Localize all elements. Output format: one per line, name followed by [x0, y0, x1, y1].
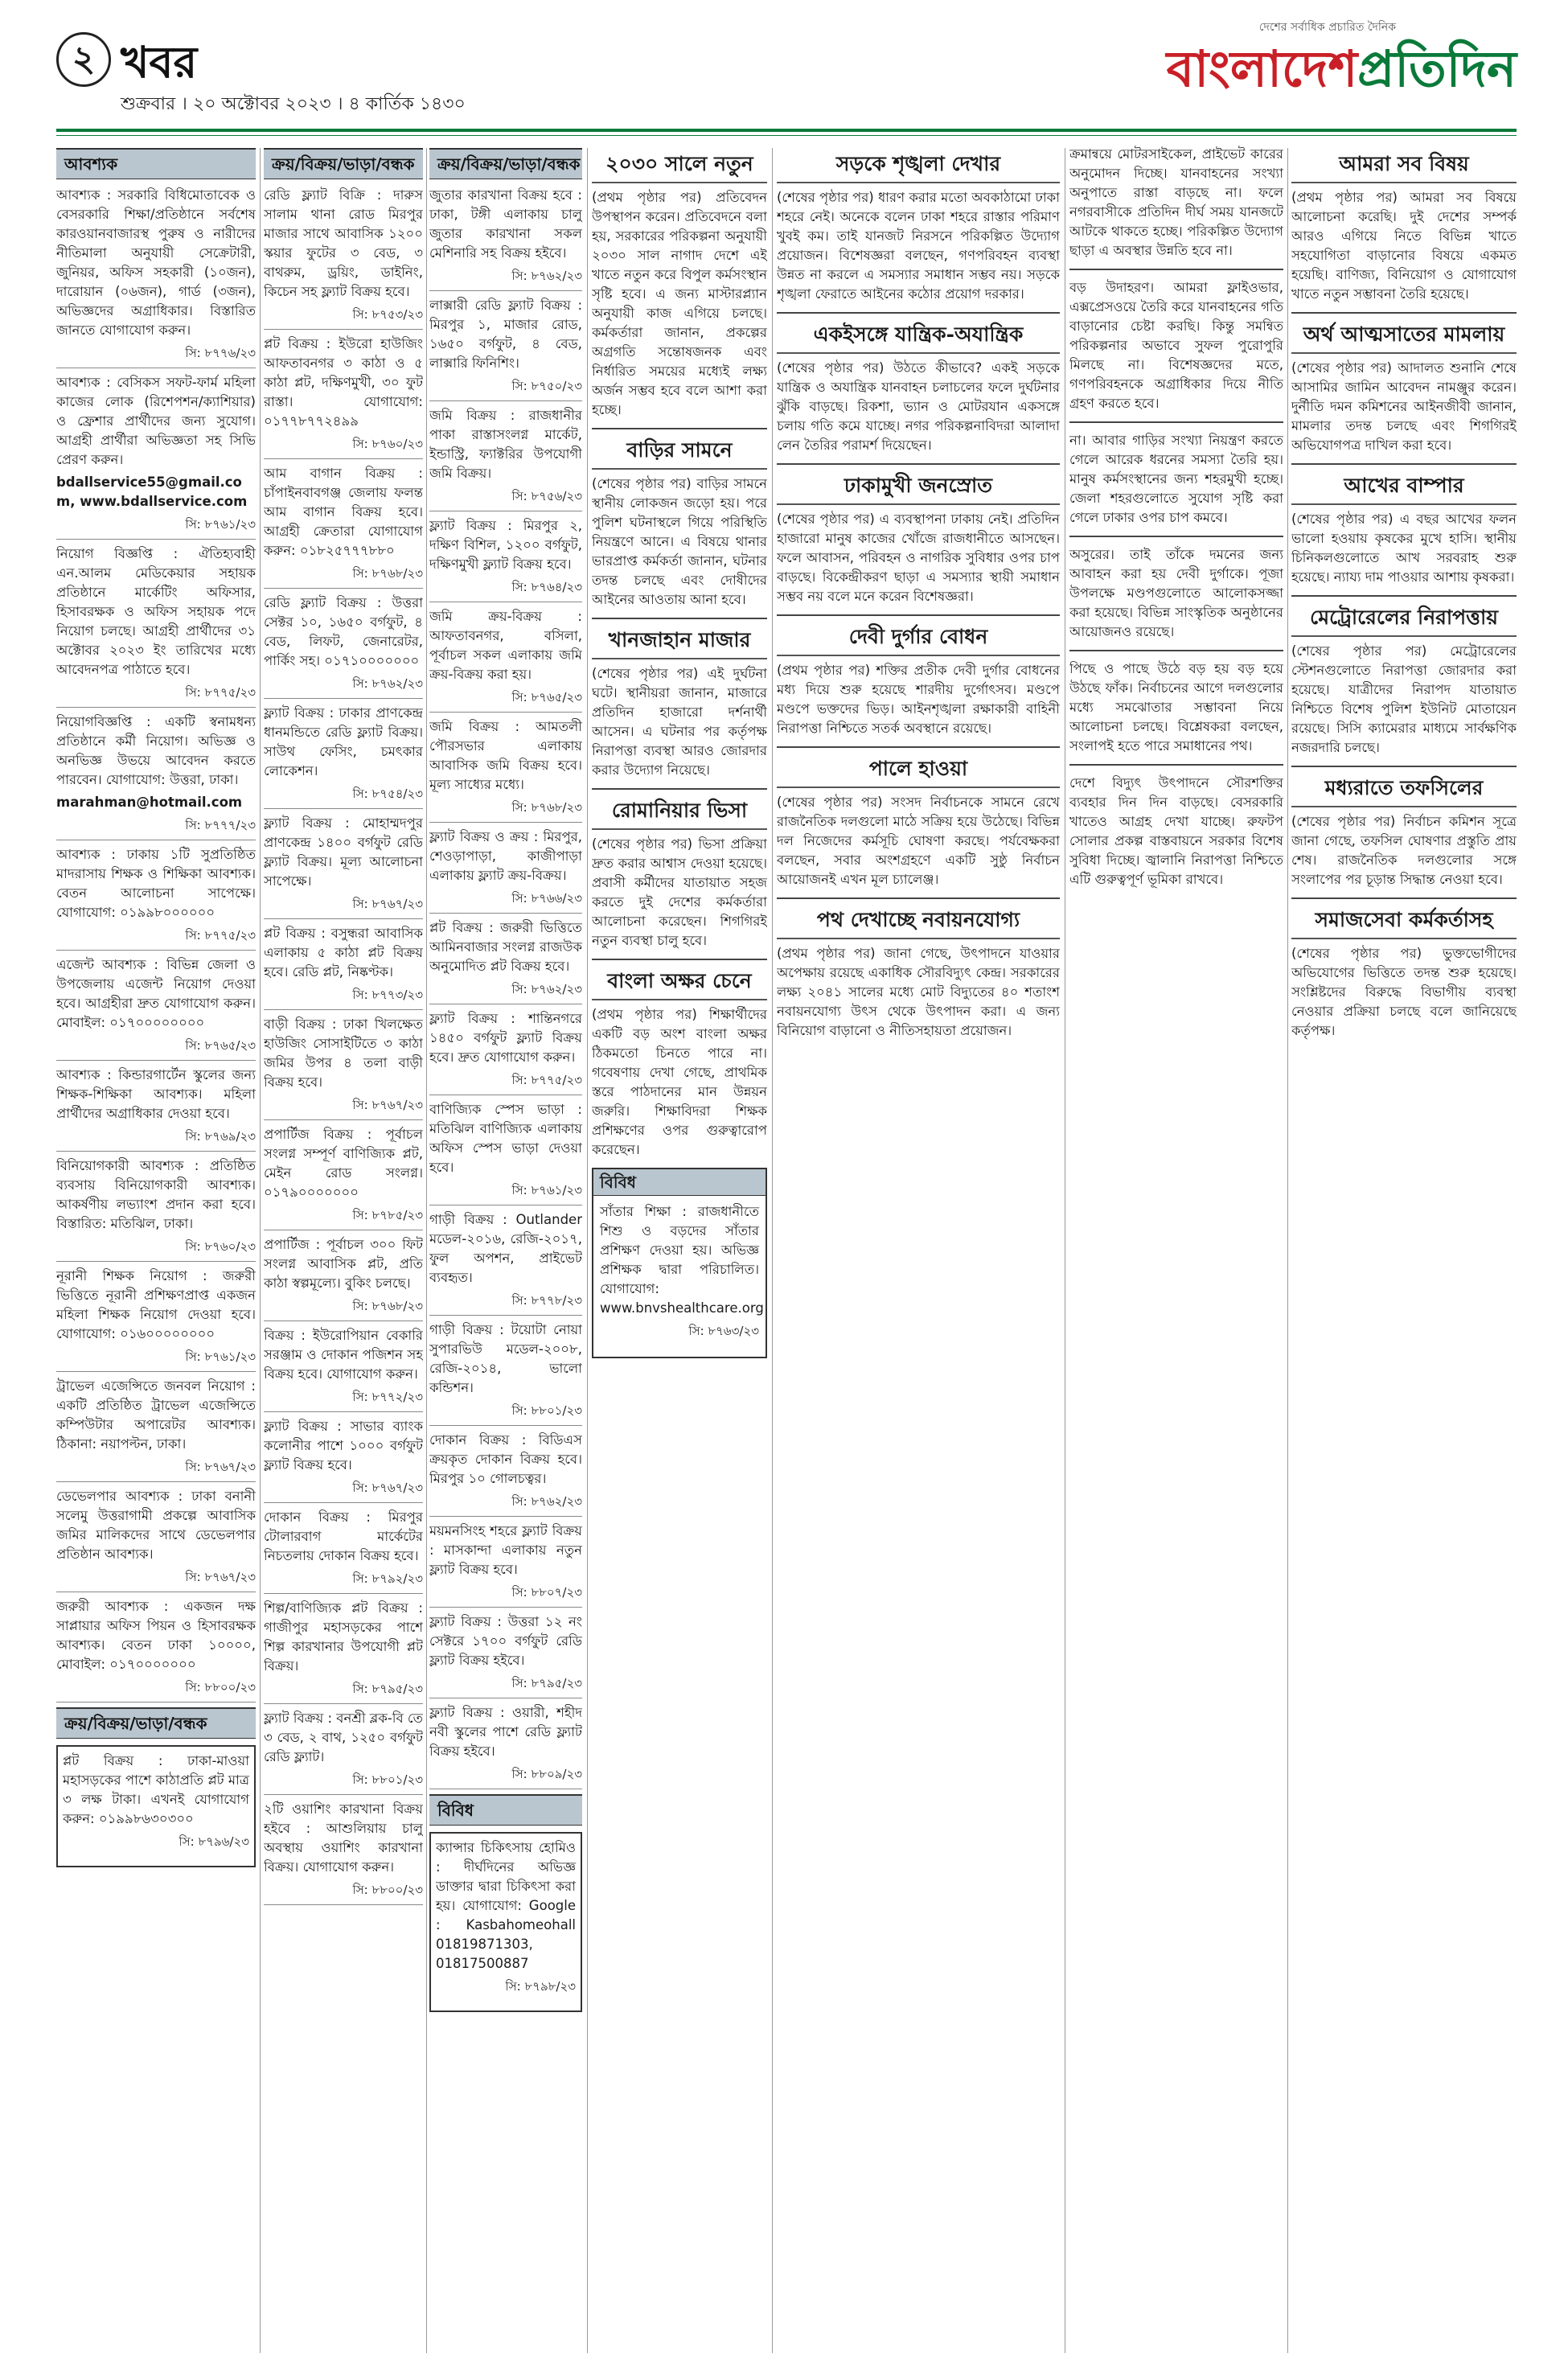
classified-ad-code: সি: ৮৭৬২/২৩ [429, 266, 582, 291]
story-body: (প্রথম পৃষ্ঠার পর) আমরা সব বিষয়ে আলোচনা করেছি। দুই দেশের সম্পর্ক আরও এগিয়ে নিতে বিভিন্ন খাতে সহযোগিতা বাড়ানোর বিষয়ে একমত হয়েছি। বাণিজ্য, বিনিয়োগ ও যোগাযোগ খাতে নতুন সম্ভাবনা তৈরি হয়েছে। [1291, 190, 1517, 302]
classified-ad-text: নিয়োগবিজ্ঞপ্তি : একটি স্বনামধন্য প্রতিষ্ঠানে কর্মী নিয়োগ। অভিজ্ঞ ও অনভিজ্ঞ উভয়ে আবেদন করতে পারবেন। যোগাযোগ: উত্তরা, ঢাকা। [56, 714, 256, 787]
story-divider [592, 788, 767, 790]
news-stories [1069, 145, 1283, 889]
classified-ad-text: প্রপার্টিজ বিক্রয় : পূর্বাচল সংলগ্ন সম্পূর্ণ বাণিজ্যিক প্লট, মেইন রোড সংলগ্ন। ০১৭৯০০০০০০০ [264, 1127, 423, 1200]
news-story [1291, 605, 1517, 767]
classified-ad-code: সি: ৮৭৬৯/২৩ [56, 1127, 256, 1152]
classified-ad [56, 1066, 256, 1152]
story-divider [1291, 766, 1517, 767]
classified-ad-text: ফ্ল্যাট বিক্রয় : উত্তরা ১২ নং সেক্টরে ১৭০০ বর্গফুট রেডি ফ্ল্যাট বিক্রয় হইবে। [429, 1614, 582, 1668]
story-body: (শেষের পৃষ্ঠার পর) এ ব্যবস্থাপনা ঢাকায় নেই। প্রতিদিন হাজারো মানুষ কাজের খোঁজে রাজধানীতে আসছেন। ফলে আবাসন, পরিবহন ও নাগরিক সুবিধার ওপর চাপ বাড়ছে। বিকেন্দ্রীকরণ ছাড়া এ সমস্যার স্থায়ী সমাধান সম্ভব নয় বলে মনে করেন বিশেষজ্ঞরা। [777, 511, 1060, 604]
classified-ad-text: ২টি ওয়াশিং কারখানা বিক্রয় হইবে : আশুলিয়ায় চালু অবস্থায় ওয়াশিং কারখানা বিক্রয়। যোগাযোগ করুন। [264, 1801, 423, 1875]
story-divider [592, 428, 767, 429]
classified-ad-text: প্রপার্টিজ : পূর্বাচল ৩০০ ফিট সংলগ্ন আবাসিক প্লট, প্রতি কাঠা স্বল্পমূল্যে। বুকিং চলছে। [264, 1237, 423, 1291]
classified-ad [429, 828, 582, 914]
classified-ad [429, 1320, 582, 1426]
classified-ad [429, 186, 582, 291]
column-divider [260, 148, 261, 2353]
story-divider [1291, 463, 1517, 465]
classified-ad-text: জমি বিক্রয় : রাজধানীর পাকা রাস্তাসংলগ্ন মার্কেট, ইন্ডাস্ট্রি, ফ্যাক্টরির উপযোগী জমি বিক্রয়। [429, 408, 582, 481]
story-divider [777, 463, 1060, 465]
classified-ad-code: সি: ৮৭৬৭/২৩ [264, 1095, 423, 1120]
classified-ad-text: বিক্রয় : ইউরোপিয়ান বেকারি সরঞ্জাম ও দোকান পজিশন সহ বিক্রয় হবে। যোগাযোগ করুন। [264, 1328, 423, 1382]
classified-ad-text: জমি ক্রয়-বিক্রয় : আফতাবনগর, বসিলা, পূর্বাচল সকল এলাকায় জমি ক্রয়-বিক্রয় করা হয়। [429, 609, 582, 682]
classified-ad-text: দোকান বিক্রয় : বিডিএস ক্রয়কৃত দোকান বিক্রয় হবে। মিরপুর ১০ গোলচত্বর। [429, 1432, 582, 1486]
classified-ad-text: লাক্সারী রেডি ফ্ল্যাট বিক্রয় : মিরপুর ১, মাজার রোড, ১৬৫০ বর্গফুট, ৪ বেড, লাক্সারি ফিনিশিং। [429, 298, 582, 371]
classified-ad-text: ফ্ল্যাট বিক্রয় : মিরপুর ২, দক্ষিণ বিশিল, ১২০০ বর্গফুট, দক্ষিণমুখী ফ্ল্যাট বিক্রয় হবে। [429, 518, 582, 572]
story-divider [777, 312, 1060, 314]
story-headline: দেবী দুর্গার বোধন [777, 624, 1060, 656]
classified-ad [264, 814, 423, 919]
story-divider [1069, 650, 1283, 651]
news-story [592, 151, 767, 429]
story-body: (শেষের পৃষ্ঠার পর) ধারণ করার মতো অবকাঠামো ঢাকা শহরে নেই। অনেকে বলেন ঢাকা শহরে রাস্তার পরিমাণ খুবই কম। তাই যানজট নিরসনে পরিকল্পিত উদ্যোগ প্রয়োজন। বিশেষজ্ঞরা বলছেন, গণপরিবহন ব্যবস্থা উন্নত না করলে এ সমস্যার সমাধান সম্ভব নয়। সড়কে শৃঙ্খলা ফেরাতে আইনের কঠোর প্রয়োগ দরকার। [777, 190, 1060, 302]
classified-ad-code: সি: ৮৭৬৭/২৩ [264, 1478, 423, 1503]
news-stories [1291, 151, 1517, 1041]
story-headline: মেট্রোরেলের নিরাপত্তায় [1291, 605, 1517, 637]
classified-ad [429, 1431, 582, 1517]
classified-ad-code: সি: ৮৭৬৭/২৩ [56, 1567, 256, 1592]
classified-ad-text: ফ্ল্যাট বিক্রয় : বনশ্রী ব্লক-বি তে ৩ বেড, ২ বাথ, ১২৫০ বর্গফুট রেডি ফ্ল্যাট। [264, 1711, 423, 1764]
story-body: (শেষের পৃষ্ঠার পর) সংসদ নির্বাচনকে সামনে রেখে রাজনৈতিক দলগুলো মাঠে সক্রিয় হয়ে উঠেছে। বিভিন্ন দল নিজেদের কর্মসূচি ঘোষণা করছে। পর্যবেক্ষকরা বলছেন, সবার অংশগ্রহণে একটি সুষ্ঠু নির্বাচন আয়োজনই এখন মূল চ্যালেঞ্জ। [777, 795, 1060, 887]
story-headline: সড়কে শৃঙ্খলা দেখার [777, 151, 1060, 183]
classified-ad [429, 1100, 582, 1205]
section-heading-buy-sell: ক্রয়/বিক্রয়/ভাড়া/বন্ধক [264, 148, 423, 179]
classified-ad-text: ফ্ল্যাট বিক্রয় : শান্তিনগরে ১৪৫০ বর্গফুট ফ্ল্যাট বিক্রয় হবে। দ্রুত যোগাযোগ করুন। [429, 1011, 582, 1065]
news-column-4 [592, 145, 767, 2355]
story-headline: খানজাহান মাজার [592, 627, 767, 659]
news-story [777, 473, 1060, 616]
logo-wordmark [1098, 37, 1517, 101]
classified-ad-text: দোকান বিক্রয় : মিরপুর টোলারবাগ মার্কেটের নিচতলায় দোকান বিক্রয় হবে। [264, 1509, 423, 1563]
classified-ads-list [429, 186, 582, 1789]
classified-ad-code: সি: ৮৭৬৬/২৩ [429, 889, 582, 914]
classified-ad-text: ট্রাভেল এজেন্সিতে জনবল নিয়োগ : একটি প্রতিষ্ঠিত ট্রাভেল এজেন্সিতে কম্পিউটার অপারেটর আবশ্যক। ঠিকানা: নয়াপল্টন, ঢাকা। [56, 1378, 256, 1452]
logo-tagline: দেশের সর্বাধিক প্রচারিত দৈনিক [1258, 21, 1396, 34]
classified-ad [264, 1417, 423, 1503]
story-headline: আমরা সব বিষয় [1291, 151, 1517, 183]
classified-ad-text: প্লট বিক্রয় : ঢাকা-মাওয়া মহাসড়কের পাশে কাঠাপ্রতি প্লট মাত্র ৩ লক্ষ টাকা। এখনই যোগাযোগ করুন: ০১৯৯৮৬৩০৩০০ [63, 1753, 249, 1826]
news-column-5 [777, 145, 1060, 2355]
classified-ad [56, 1487, 256, 1592]
classified-ad [56, 845, 256, 951]
classified-ad-code: সি: ৮৭৭৩/২৩ [264, 985, 423, 1010]
news-story [1291, 775, 1517, 899]
story-divider [1291, 897, 1517, 899]
classified-ad-code: সি: ৮৮০১/২৩ [264, 1770, 423, 1795]
classified-ad-text: আবশ্যক : বেসিকস সফট-ফার্ম মহিলা কাজের লোক (রিশেপশন/ক্যাশিয়ার) ও ফ্রেশার প্রার্থীদের জন্য সুযোগ। আগ্রহী প্রার্থীরা অভিজ্ঞতা সহ সিভি প্রেরণ করুন। [56, 375, 256, 467]
classified-ad-code: সি: ৮৭৬১/২৩ [429, 1181, 582, 1205]
news-story [777, 322, 1060, 465]
classified-ad [56, 373, 256, 540]
story-headline: সমাজসেবা কর্মকর্তাসহ [1291, 907, 1517, 939]
classified-ad [56, 955, 256, 1061]
story-headline: আখের বাম্পার [1291, 473, 1517, 505]
story-body: (প্রথম পৃষ্ঠার পর) শিক্ষার্থীদের একটি বড় অংশ বাংলা অক্ষর ঠিকমতো চিনতে পারে না। গবেষণায় দেখা গেছে, প্রাথমিক স্তরে পাঠদানের মান উন্নয়ন জরুরি। শিক্ষাবিদরা শিক্ষক প্রশিক্ষণের ওপর গুরুত্বারোপ করেছেন। [592, 1007, 767, 1157]
classified-ad-code: সি: ৮৮০০/২৩ [264, 1880, 423, 1905]
classified-ad-code: সি: ৮৭৬২/২৩ [429, 980, 582, 1004]
classified-ad [429, 516, 582, 602]
classified-ad-boxed [429, 1832, 582, 2012]
classified-ad [264, 1508, 423, 1594]
story-headline: বাংলা অক্ষর চেনে [592, 968, 767, 1000]
column-divider [772, 148, 773, 2353]
story-body: (শেষের পৃষ্ঠার পর) বাড়ির সামনে স্থানীয় লোকজন জড়ো হয়। পরে পুলিশ ঘটনাস্থলে গিয়ে পরিস্থিতি নিয়ন্ত্রণে আনে। এ বিষয়ে থানার ভারপ্রাপ্ত কর্মকর্তা জানান, ঘটনার তদন্ত চলছে এবং দোষীদের আইনের আওতায় আনা হবে। [592, 476, 767, 607]
news-story [1291, 473, 1517, 597]
classified-column-2 [264, 145, 423, 2355]
news-story [1069, 145, 1283, 270]
classified-column-1 [56, 145, 256, 2355]
classified-ad [429, 607, 582, 713]
column-divider [426, 148, 427, 2353]
classified-ad-code: সি: ৮৭৬০/২৩ [264, 434, 423, 459]
news-story [592, 627, 767, 790]
story-body: বড় উদাহরণ। আমরা ফ্লাইওভার, এক্সপ্রেসওয়ে তৈরি করে যানবাহনের গতি বাড়ানোর চেষ্টা করছি। কিন্তু সমন্বিত পরিকল্পনার অভাবে সুফল পুরোপুরি মিলছে না। বিশেষজ্ঞদের মতে, গণপরিবহনকে অগ্রাধিকার দিয়ে নীতি গ্রহণ করতে হবে। [1069, 280, 1283, 411]
classified-ad-code: সি: ৮৭৬২/২৩ [264, 674, 423, 699]
classified-ad [264, 1800, 423, 1905]
classified-ad-code: সি: ৮৭৭৫/২৩ [429, 1070, 582, 1095]
date-line: শুক্রবার । ২০ অক্টোবর ২০২৩ । ৪ কার্তিক ১৪৩০ [121, 94, 466, 114]
classified-ad-text: ডেভেলপার আবশ্যক : ঢাকা বনানী সলেমু উত্তরাগামী প্রকল্পে আবাসিক জমির মালিকদের সাথে ডেভেলপার প্রতিষ্ঠান আবশ্যক। [56, 1489, 256, 1562]
news-story [777, 151, 1060, 314]
story-body: (শেষের পৃষ্ঠার পর) উঠতে কীভাবে? একই সড়কে যান্ত্রিক ও অযান্ত্রিক যানবাহন চলাচলের ফলে দুর্ঘটনার ঝুঁকি বাড়ছে। রিকশা, ভ্যান ও মোটরযান একসঙ্গে চলায় গতি কমে যাচ্ছে। নগর পরিকল্পনাবিদরা আলাদা লেন তৈরির পরামর্শ দিয়েছেন। [777, 360, 1060, 453]
classified-ad-text: আম বাগান বিক্রয় : চাঁপাইনবাবগঞ্জ জেলায় ফলন্ত আম বাগান বিক্রয় হবে। আগ্রহী ক্রেতারা যোগাযোগ করুন: ০১৮২৫৭৭৭৮৮০ [264, 466, 423, 558]
classified-ad-code: সি: ৮৭৯৬/২৩ [179, 1834, 249, 1849]
classified-ad-code: সি: ৮৭৭৮/২৩ [429, 1291, 582, 1316]
story-body: (শেষের পৃষ্ঠার পর) নির্বাচন কমিশন সূত্রে জানা গেছে, তফসিল ঘোষণার প্রস্তুতি প্রায় শেষ। রাজনৈতিক দলগুলোর সঙ্গে সংলাপের পর চূড়ান্ত সিদ্ধান্ত নেওয়া হবে। [1291, 814, 1517, 887]
classified-ad-text: প্লট বিক্রয় : বসুন্ধরা আবাসিক এলাকায় ৫ কাঠা প্লট বিক্রয় হবে। রেডি প্লট, নিষ্কণ্টক। [264, 926, 423, 980]
classified-ad-text: নিয়োগ বিজ্ঞপ্তি : ঐতিহ্যবাহী এন.আলম মেডিকেয়ার সহায়ক প্রতিষ্ঠানে মার্কেটিং অফিসার, হিসাবরক্ষক ও অফিস সহায়ক পদে নিয়োগ চলছে। আগ্রহী প্রার্থীদের ৩১ অক্টোবর ২০২৩ ইং তারিখের মধ্যে আবেদনপত্র পাঠাতে হবে। [56, 546, 256, 677]
news-story [1069, 431, 1283, 537]
header-rule [56, 129, 1517, 132]
classified-ads-list [264, 186, 423, 1905]
classified-ad-text: রেডি ফ্ল্যাট বিক্রয় : উত্তরা সেক্টর ১০, ১৬৫০ বর্গফুট, ৪ বেড, লিফট, জেনারেটর, পার্কিং সহ। ০১৭১০০০০০০০ [264, 595, 423, 668]
classified-ad-code: সি: ৮৭৯২/২৩ [264, 1569, 423, 1594]
classified-ad [56, 1597, 256, 1702]
story-divider [1291, 312, 1517, 314]
classified-ad-text: জরুরী আবশ্যক : একজন দক্ষ সাপ্লায়ার অফিস পিয়ন ও হিসাবরক্ষক আবশ্যক। বেতন ঢাকা ১০০০০, মোবাইল: ০১৭০০০০০০০ [56, 1599, 256, 1672]
news-stories [777, 151, 1060, 1041]
classified-ad-code: সি: ৮৭৬৮/২৩ [429, 798, 582, 823]
classified-ad [429, 406, 582, 511]
classified-ad-code: সি: ৮৭৫০/২৩ [429, 376, 582, 401]
story-divider [1069, 536, 1283, 537]
news-story [1069, 659, 1283, 766]
story-body: ক্রমান্বয়ে মোটরসাইকেল, প্রাইভেট কারের অনুমোদন দিচ্ছে। যানবাহনের সংখ্যা অনুপাতে রাস্তা বাড়ছে না। ফলে নগরবাসীকে প্রতিদিন দীর্ঘ সময় যানজটে আটকে থাকতে হচ্ছে। পরিকল্পিত উদ্যোগ ছাড়া এ অবস্থার উন্নতি হবে না। [1069, 146, 1283, 258]
classified-ad-code: সি: ৮৭৬৭/২৩ [264, 894, 423, 919]
news-column-7 [1291, 145, 1517, 2355]
classified-ad-code: সি: ৮৭৬৭/২৩ [56, 1457, 256, 1482]
story-divider [1291, 595, 1517, 597]
classified-ad [56, 1156, 256, 1262]
classified-ad [264, 1326, 423, 1412]
classified-ad [56, 544, 256, 708]
classified-ad-code: সি: ৮৭৬০/২৩ [56, 1237, 256, 1262]
classified-ads-list [56, 186, 256, 1702]
classified-ad [264, 594, 423, 699]
classified-ad [56, 1377, 256, 1482]
section-heading-misc: বিবিধ [429, 1794, 582, 1826]
story-headline: পালে হাওয়া [777, 756, 1060, 788]
misc-notice-box [592, 1168, 767, 1358]
story-body: (শেষের পৃষ্ঠার পর) এই দুর্ঘটনা ঘটে। স্থানীয়রা জানান, মাজারে প্রতিদিন হাজারো দর্শনার্থী আসেন। এ ঘটনার পর কর্তৃপক্ষ নিরাপত্তা ব্যবস্থা আরও জোরদার করার উদ্যোগ নিয়েছে। [592, 666, 767, 778]
story-headline: বাড়ির সামনে [592, 437, 767, 470]
classified-ad-code: সি: ৮৮০৯/২৩ [429, 1764, 582, 1789]
story-divider [777, 746, 1060, 748]
classified-ad-text: জুতার কারখানা বিক্রয় হবে : ঢাকা, টঙ্গী এলাকায় চালু জুতার কারখানা সকল মেশিনারি সহ বিক্রয় হইবে। [429, 187, 582, 261]
classified-ad-text: ময়মনসিংহ শহরে ফ্ল্যাট বিক্রয় : মাসকান্দা এলাকায় নতুন ফ্ল্যাট বিক্রয় হবে। [429, 1523, 582, 1577]
classified-ad [429, 1612, 582, 1698]
classified-ad [56, 186, 256, 368]
header-rule-thin [56, 135, 1517, 136]
story-headline: ঢাকামুখী জনস্রোত [777, 473, 1060, 505]
classified-ad [429, 296, 582, 401]
news-story [1069, 545, 1283, 651]
classified-ad-url[interactable]: marahman@hotmail.com [56, 795, 243, 810]
classified-ad [264, 1599, 423, 1704]
classified-ad-code: সি: ৮৮০১/২৩ [429, 1401, 582, 1426]
classified-ad-code: সি: ৮৮০০/২৩ [56, 1678, 256, 1702]
classified-ad [429, 1210, 582, 1316]
story-divider [1069, 764, 1283, 766]
classified-ad-code: সি: ৮৭৬৫/২৩ [56, 1036, 256, 1061]
story-body: (প্রথম পৃষ্ঠার পর) জানা গেছে, উৎপাদনে যাওয়ার অপেক্ষায় রয়েছে একাধিক সৌরবিদ্যুৎ কেন্দ্র। সরকারের লক্ষ্য ২০৪১ সালের মধ্যে মোট বিদ্যুতের ৪০ শতাংশ নবায়নযোগ্য উৎস থেকে উৎপাদন করা। এ জন্য বিনিয়োগ বাড়ানো ও নীতিসহায়তা প্রয়োজন। [777, 946, 1060, 1038]
classified-ad-code: সি: ৮৭৯৫/২৩ [429, 1674, 582, 1698]
classified-ad [264, 1125, 423, 1230]
classified-ad-text: ফ্ল্যাট বিক্রয় : মোহাম্মদপুর প্রাণকেন্দ্র ১৪০০ বর্গফুট রেডি ফ্ল্যাট বিক্রয়। মূল্য আলোচনা সাপেক্ষে। [264, 815, 423, 889]
classified-ad-code: সি: ৮৭৫৬/২৩ [429, 487, 582, 511]
story-headline: একইসঙ্গে যান্ত্রিক-অযান্ত্রিক [777, 322, 1060, 354]
classified-ad [264, 1709, 423, 1795]
classified-ad-text: ফ্ল্যাট বিক্রয় ও ক্রয় : মিরপুর, শেওড়াপাড়া, কাজীপাড়া এলাকায় ফ্ল্যাট ক্রয়-বিক্রয়। [429, 829, 582, 883]
misc-notice-title: বিবিধ [593, 1169, 766, 1196]
story-divider [777, 614, 1060, 616]
classified-ad [429, 1522, 582, 1608]
story-headline: ২০৩০ সালে নতুন [592, 151, 767, 183]
story-body: (প্রথম পৃষ্ঠার পর) শক্তির প্রতীক দেবী দুর্গার বোধনের মধ্য দিয়ে শুরু হয়েছে শারদীয় দুর্গোৎসব। মণ্ডপে মণ্ডপে ভক্তদের ভিড়। আইনশৃঙ্খলা রক্ষাকারী বাহিনী নিরাপত্তা নিশ্চিতে সতর্ক অবস্থানে রয়েছে। [777, 663, 1060, 736]
classified-ad-text: ফ্ল্যাট বিক্রয় : ঢাকার প্রাণকেন্দ্র ধানমন্ডিতে রেডি ফ্ল্যাট বিক্রয়। সাউথ ফেসিং, চমৎকার লোকেশন। [264, 705, 423, 778]
column-divider [587, 148, 588, 2353]
story-body: দেশে বিদ্যুৎ উৎপাদনে সৌরশক্তির ব্যবহার দিন দিন বাড়ছে। বেসরকারি খাতেও আগ্রহ দেখা যাচ্ছে। রুফটপ সোলার প্রকল্প বাস্তবায়নে সরকার বিশেষ সুবিধা দিচ্ছে। জ্বালানি নিরাপত্তা নিশ্চিতে এটি গুরুত্বপূর্ণ ভূমিকা রাখবে। [1069, 775, 1283, 887]
newspaper-logo [1098, 18, 1517, 130]
classified-ad-boxed [56, 1745, 256, 1867]
classified-ad [56, 1267, 256, 1372]
classified-ad-code: সি: ৮৭৬২/২৩ [429, 1492, 582, 1517]
classified-ad [429, 1703, 582, 1789]
classified-ad-code: সি: ৮৭৬৫/২৩ [429, 688, 582, 713]
story-body: (শেষের পৃষ্ঠার পর) এ বছর আখের ফলন ভালো হওয়ায় কৃষকের মুখে হাসি। স্থানীয় চিনিকলগুলোতে আখ সরবরাহ শুরু হয়েছে। ন্যায্য দাম পাওয়ার আশায় কৃষকরা। [1291, 511, 1517, 585]
classified-ad-text: গাড়ী বিক্রয় : টয়োটা নোয়া সুপারভিউ মডেল-২০০৮, রেজি-২০১৪, ভালো কন্ডিশন। [429, 1322, 582, 1395]
section-heading-buy-sell: ক্রয়/বিক্রয়/ভাড়া/বন্ধক [56, 1707, 256, 1739]
story-divider [592, 959, 767, 960]
news-story [1291, 151, 1517, 314]
story-body: অসুরের। তাই তাঁকে দমনের জন্য আবাহন করা হয় দেবী দুর্গাকে। পূজা উপলক্ষে মণ্ডপগুলোতে আলোকসজ্জা করা হয়েছে। বিভিন্ন সাংস্কৃতিক অনুষ্ঠানের আয়োজনও রয়েছে। [1069, 547, 1283, 639]
story-divider [777, 897, 1060, 899]
classified-ad-text: আবশ্যক : সরকারি বিধিমোতাবেক ও বেসরকারি শিক্ষা/প্রতিষ্ঠানে সর্বশেষ কারওয়ানবাজারস্থ পুরুষ ও নারীদের নীতিমালা অনুযায়ী সেক্রেটারী, জুনিয়র, অফিস সহকারী (১০জন), দারোয়ান (০৬জন), গার্ড (৩জন), অভিজ্ঞদের অগ্রাধিকার। বিস্তারিত জানতে যোগাযোগ করুন। [56, 187, 256, 338]
story-divider [592, 618, 767, 619]
classified-ad-text: ক্যান্সার চিকিৎসায় হোমিও : দীর্ঘদিনের অভিজ্ঞ ডাক্তার দ্বারা চিকিৎসা করা হয়। যোগাযোগ: Google : Kasbahomeohall 01819871303, 01817500887 [436, 1840, 576, 1971]
classified-ad-code: সি: ৮৭৭৬/২৩ [56, 343, 256, 368]
classified-ad-text: আবশ্যক : কিন্ডারগার্টেন স্কুলের জন্য শিক্ষক-শিক্ষিকা আবশ্যক। মহিলা প্রার্থীদের অগ্রাধিকার দেওয়া হবে। [56, 1067, 256, 1121]
classified-ad-text: প্লট বিক্রয় : জরুরী ভিত্তিতে আমিনবাজার সংলগ্ন রাজউক অনুমোদিত প্লট বিক্রয় হবে। [429, 920, 582, 974]
classified-ad-code: সি: ৮৭৭৫/২৩ [56, 683, 256, 708]
classified-ad-text: বাণিজ্যিক স্পেস ভাড়া : মতিঝিল বাণিজ্যিক এলাকায় অফিস স্পেস ভাড়া দেওয়া হবে। [429, 1102, 582, 1175]
news-stories [592, 151, 767, 1160]
classified-ad-code: সি: ৮৭৫৪/২৩ [264, 784, 423, 809]
news-story [777, 756, 1060, 899]
classified-ad-text: ফ্ল্যাট বিক্রয় : ওয়ারী, শহীদ নবী স্কুলের পাশে রেডি ফ্ল্যাট বিক্রয় হইবে। [429, 1705, 582, 1759]
classified-ad-code: সি: ৮৭৬১/২৩ [56, 515, 256, 540]
misc-notice-code: সি: ৮৭৬৩/২৩ [688, 1324, 759, 1338]
classified-ad-code: সি: ৮৭৮৫/২৩ [264, 1205, 423, 1230]
story-body: (শেষের পৃষ্ঠার পর) ভিসা প্রক্রিয়া দ্রুত করার আশ্বাস দেওয়া হয়েছে। প্রবাসী কর্মীদের যাতায়াত সহজ করতে দুই দেশের কর্মকর্তারা আলোচনা করেছেন। শিগগিরই নতুন ব্যবস্থা চালু হবে। [592, 836, 767, 948]
masthead [0, 0, 1568, 145]
classified-ad-code: সি: ৮৭৬৪/২৩ [429, 577, 582, 602]
classified-ad-text: শিল্প/বাণিজ্যিক প্লট বিক্রয় : গাজীপুর মহাসড়কের পাশে শিল্প কারখানার উপযোগী প্লট বিক্রয়। [264, 1600, 423, 1674]
classified-ad [264, 335, 423, 459]
section-heading-wanted: আবশ্যক [56, 148, 256, 179]
story-headline: মধ্যরাতে তফসিলের [1291, 775, 1517, 807]
story-divider [1069, 421, 1283, 423]
news-story [592, 798, 767, 960]
news-story [1069, 278, 1283, 423]
classified-ad-code: সি: ৮৭৬৮/২৩ [264, 1296, 423, 1321]
classified-ad-code: সি: ৮৭৬৮/২৩ [264, 564, 423, 589]
classified-ad-text: ফ্ল্যাট বিক্রয় : সাভার ব্যাংক কলোনীর পাশে ১০০০ বর্গফুট ফ্ল্যাট বিক্রয় হবে। [264, 1419, 423, 1472]
classified-ad [264, 186, 423, 330]
classified-ad-code: সি: ৮৭৯৮/২৩ [505, 1979, 576, 1994]
news-story [1069, 774, 1283, 889]
classified-ad [429, 918, 582, 1004]
classified-ad-text: নূরানী শিক্ষক নিয়োগ : জরুরী ভিত্তিতে নূরানী প্রশিক্ষণপ্রাপ্ত একজন মহিলা শিক্ষক নিয়োগ দেওয়া হবে। যোগাযোগ: ০১৬০০০০০০০০ [56, 1268, 256, 1341]
classified-ad-code: সি: ৮৭৫৩/২৩ [264, 305, 423, 330]
classified-ad [264, 1235, 423, 1321]
story-divider [1069, 269, 1283, 270]
section-title: খবর [121, 36, 198, 88]
classified-ad [264, 464, 423, 589]
classified-ad-text: আবশ্যক : ঢাকায় ১টি সুপ্রতিষ্ঠিত মাদরাসায় শিক্ষক ও শিক্ষিকা আবশ্যক। বেতন আলোচনা সাপেক্ষে। যোগাযোগ: ০১৯৯৮০০০০০০ [56, 847, 256, 920]
logo-part-1: বাংলাদেশ [1166, 39, 1358, 98]
story-body: (শেষের পৃষ্ঠার পর) মেট্রোরেলের স্টেশনগুলোতে নিরাপত্তা জোরদার করা হয়েছে। যাত্রীদের নিরাপদ যাতায়াত নিশ্চিতে বিশেষ পুলিশ ইউনিট মোতায়েন রয়েছে। সিসি ক্যামেরার মাধ্যমে সার্বক্ষণিক নজরদারি চলছে। [1291, 643, 1517, 755]
classified-ad [264, 924, 423, 1010]
news-story [777, 624, 1060, 748]
classified-ad-code: সি: ৮৭৯৫/২৩ [264, 1679, 423, 1704]
news-story [592, 437, 767, 619]
logo-part-2: প্রতিদিন [1357, 39, 1517, 98]
story-headline: পথ দেখাচ্ছে নবায়নযোগ্য [777, 907, 1060, 939]
classified-column-3 [429, 145, 582, 2355]
classified-ad [264, 704, 423, 809]
classified-ad-code: সি: ৮৭৭৭/২৩ [56, 815, 256, 840]
news-story [777, 907, 1060, 1041]
story-headline: অর্থ আত্মসাতের মামলায় [1291, 322, 1517, 354]
classified-ad [429, 717, 582, 823]
classified-ad-text: রেডি ফ্ল্যাট বিক্রি : দারুস সালাম থানা রোড মিরপুর মাজার সাথে আবাসিক ১২০০ স্কয়ার ফুটের ৩ বেড, ৩ বাথরুম, ড্রয়িং, ডাইনিং, কিচেন সহ ফ্ল্যাট বিক্রয় হবে। [264, 187, 423, 299]
classified-ad-code: সি: ৮৮০৭/২৩ [429, 1583, 582, 1608]
news-column-6 [1069, 145, 1283, 2355]
misc-notice-text: সাঁতার শিক্ষা : রাজধানীতে শিশু ও বড়দের সাঁতার প্রশিক্ষণ দেওয়া হয়। অভিজ্ঞ প্রশিক্ষক দ্বারা পরিচালিত। যোগাযোগ: www.bnvshealthcare.org [600, 1204, 764, 1316]
classified-ad [264, 1015, 423, 1120]
news-story [1291, 907, 1517, 1041]
story-headline: রোমানিয়ার ভিসা [592, 798, 767, 830]
classified-ad-text: জমি বিক্রয় : আমতলী পৌরসভার এলাকায় আবাসিক জমি বিক্রয় হবে। মূল্য সাধ্যের মধ্যে। [429, 719, 582, 792]
column-divider [1287, 148, 1288, 2353]
story-body: (শেষের পৃষ্ঠার পর) ভুক্তভোগীদের অভিযোগের ভিত্তিতে তদন্ত শুরু হয়েছে। সংশ্লিষ্টদের বিরুদ্ধে বিভাগীয় ব্যবস্থা নেওয়ার প্রক্রিয়া চলছে বলে জানিয়েছে কর্তৃপক্ষ। [1291, 946, 1517, 1038]
classified-ad-text: বিনিয়োগকারী আবশ্যক : প্রতিষ্ঠিত ব্যবসায় বিনিয়োগকারী আবশ্যক। আকর্ষণীয় লভ্যাংশ প্রদান করা হবে। বিস্তারিত: মতিঝিল, ঢাকা। [56, 1158, 256, 1231]
story-body: (প্রথম পৃষ্ঠার পর) প্রতিবেদন উপস্থাপন করেন। প্রতিবেদনে বলা হয়, সরকারের পরিকল্পনা অনুযায়ী ২০৩০ সাল নাগাদ দেশে এই খাতে নতুন করে বিপুল কর্মসংস্থান সৃষ্টি হবে। এ জন্য মাস্টারপ্ল্যান অনুযায়ী কাজ এগিয়ে চলছে। কর্মকর্তারা জানান, প্রকল্পের অগ্রগতি সন্তোষজনক এবং নির্ধারিত সময়ের মধ্যেই লক্ষ্য অর্জন সম্ভব হবে বলে আশা করা হচ্ছে। [592, 190, 767, 417]
classified-ad-text: গাড়ী বিক্রয় : Outlander মডেল-২০১৬, রেজি-২০১৭, ফুল অপশন, প্রাইভেট ব্যবহৃত। [429, 1212, 582, 1285]
story-body: (শেষের পৃষ্ঠার পর) আদালত শুনানি শেষে আসামির জামিন আবেদন নামঞ্জুর করেন। দুর্নীতি দমন কমিশনের আইনজীবী জানান, মামলার তদন্ত চলছে এবং শিগগিরই অভিযোগপত্র দাখিল করা হবে। [1291, 360, 1517, 453]
news-story [592, 968, 767, 1160]
classified-ad-url[interactable]: bdallservice55@gmail.com, www.bdallservice.com [56, 474, 248, 509]
classified-ad-code: সি: ৮৭৭৫/২৩ [56, 926, 256, 951]
classified-ad-text: প্লট বিক্রয় : ইউরো হাউজিং আফতাবনগর ৩ কাঠা ও ৫ কাঠা প্লট, দক্ষিণমুখী, ৩০ ফুট রাস্তা। যোগাযোগ: ০১৭৭৮৭৭২৪৯৯ [264, 336, 423, 429]
page-number: ২ [56, 32, 111, 87]
classified-ad-text: এজেন্ট আবশ্যক : বিভিন্ন জেলা ও উপজেলায় এজেন্ট নিয়োগ দেওয়া হবে। আগ্রহীরা দ্রুত যোগাযোগ করুন। মোবাইল: ০১৭০০০০০০০০ [56, 957, 256, 1030]
classified-ad [56, 713, 256, 840]
section-heading-buy-sell: ক্রয়/বিক্রয়/ভাড়া/বন্ধক [429, 148, 582, 179]
classified-ad-code: সি: ৮৭৭২/২৩ [264, 1387, 423, 1412]
classified-ad [429, 1009, 582, 1095]
classified-ad-text: বাড়ী বিক্রয় : ঢাকা খিলক্ষেত হাউজিং সোসাইটিতে ৩ কাঠা জমির উপর ৪ তলা বাড়ী বিক্রয় হবে। [264, 1017, 423, 1090]
news-story [1291, 322, 1517, 465]
classified-ad-code: সি: ৮৭৬১/২৩ [56, 1347, 256, 1372]
story-body: না। আবার গাড়ির সংখ্যা নিয়ন্ত্রণ করতে গেলে আরেক ধরনের সমস্যা তৈরি হয়। মানুষ কর্মসংস্থানের জন্য শহরমুখী হচ্ছে। জেলা শহরগুলোতে সুযোগ সৃষ্টি করা গেলে ঢাকার ওপর চাপ কমবে। [1069, 433, 1283, 525]
story-body: পিছে ও পাছে উঠে বড় হয় বড় হয়ে উঠছে ফাঁক। নির্বাচনের আগে দলগুলোর মধ্যে সমঝোতার সম্ভাবনা নিয়ে আলোচনা চলছে। বিশ্লেষকরা বলছেন, সংলাপই হতে পারে সমাধানের পথ। [1069, 661, 1283, 754]
